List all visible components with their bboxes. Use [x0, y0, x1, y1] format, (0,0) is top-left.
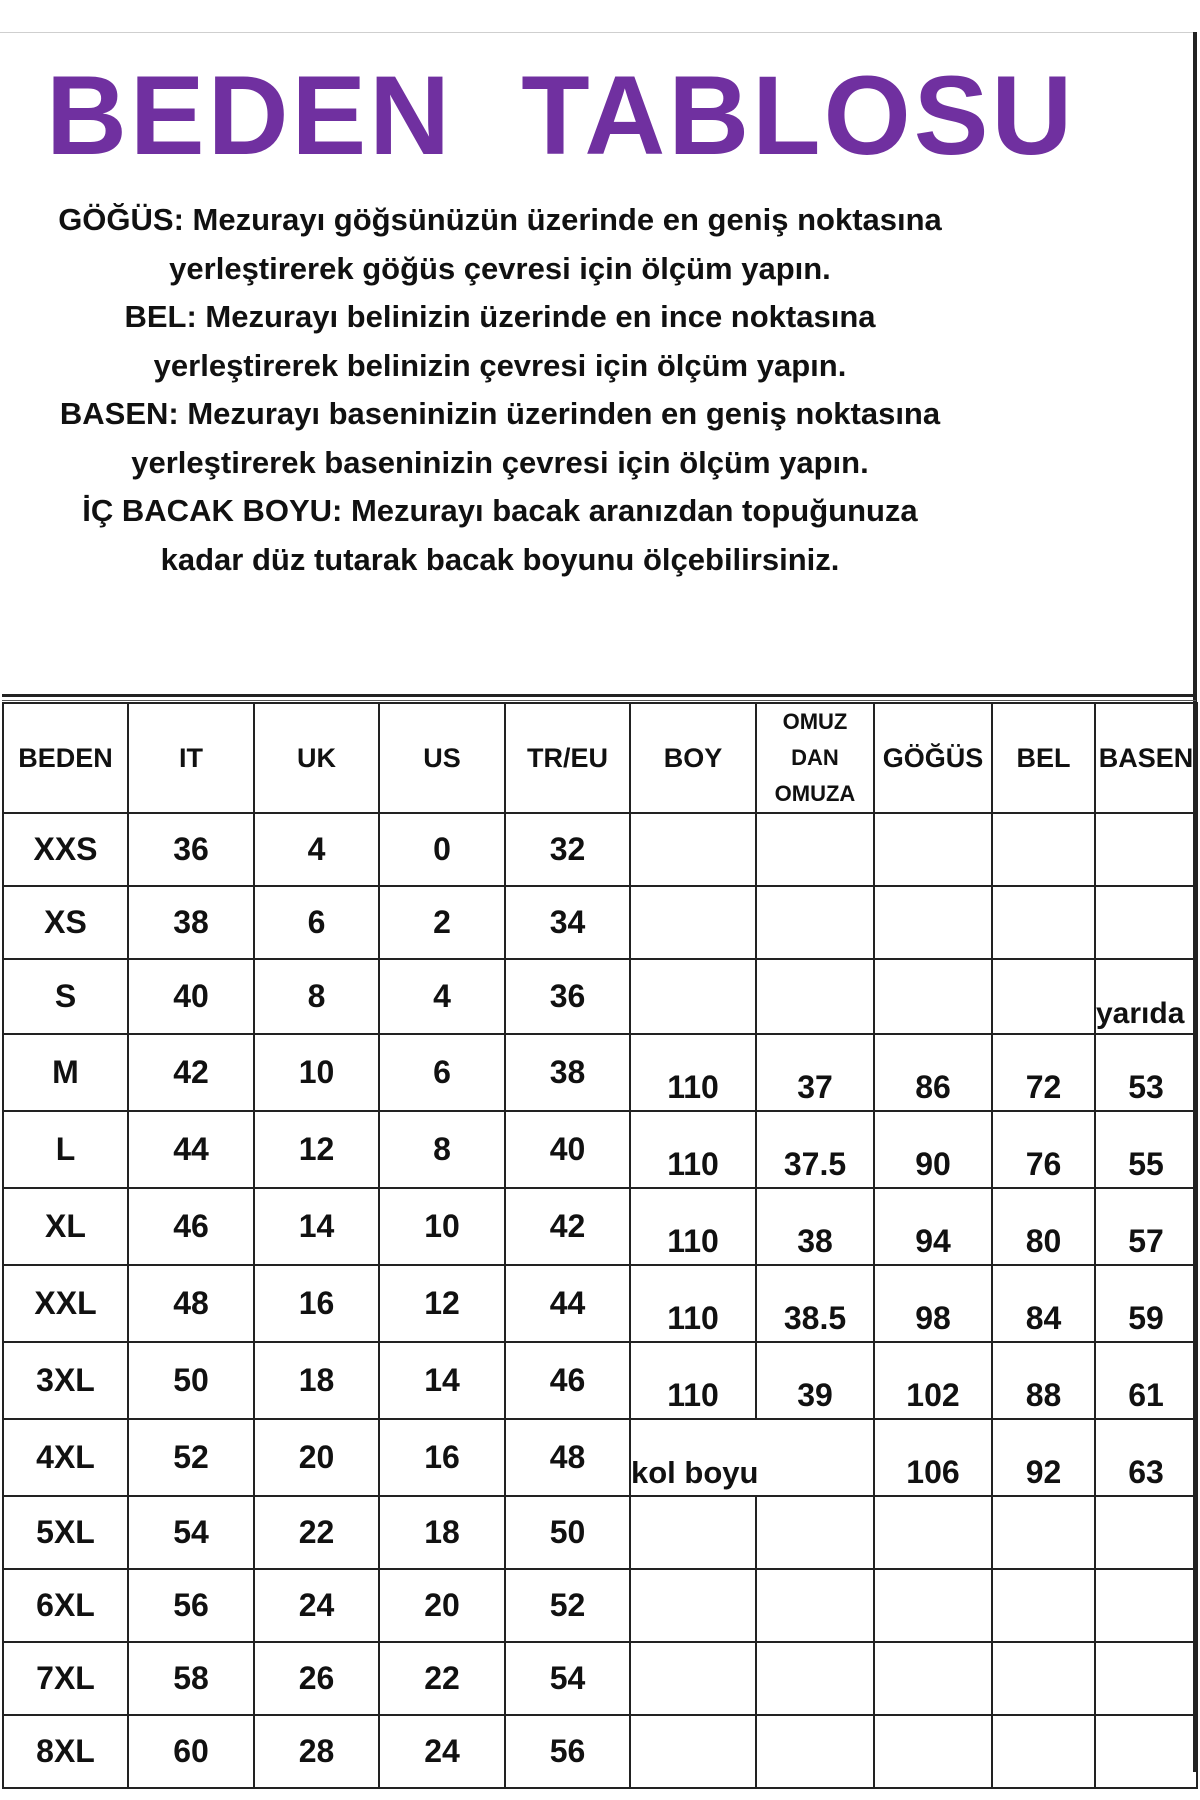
cell-omuz	[756, 813, 874, 886]
cell-boy	[630, 1642, 756, 1715]
size-table-body	[3, 813, 1197, 1788]
cell-beden: 7XL	[3, 1642, 128, 1715]
cell-gogus	[874, 813, 992, 886]
cell-beden: 5XL	[3, 1496, 128, 1569]
cell-basen: yarıda	[1095, 959, 1197, 1034]
cell-treu: 56	[505, 1715, 630, 1788]
cell-it: 52	[128, 1419, 254, 1496]
table-row	[3, 1188, 1197, 1265]
cell-basen: 61	[1095, 1342, 1197, 1419]
cell-boy	[630, 959, 756, 1034]
cell-omuz	[756, 886, 874, 959]
cell-it: 50	[128, 1342, 254, 1419]
table-row	[3, 1642, 1197, 1715]
cell-gogus: 90	[874, 1111, 992, 1188]
header-omuz-dan-omuza	[756, 703, 874, 813]
cell-boy: 110	[630, 1034, 756, 1111]
cell-basen	[1095, 1642, 1197, 1715]
instruction-line: İÇ BACAK BOYU: Mezurayı bacak aranızdan topuğunuza	[82, 493, 918, 528]
cell-us: 24	[379, 1715, 505, 1788]
cell-it: 46	[128, 1188, 254, 1265]
cell-omuz: 39	[756, 1342, 874, 1419]
cell-omuz	[756, 1642, 874, 1715]
cell-us: 14	[379, 1342, 505, 1419]
cell-omuz: 37	[756, 1034, 874, 1111]
instruction-line: kadar düz tutarak bacak boyunu ölçebilirsiniz.	[160, 541, 840, 577]
cell-treu: 44	[505, 1265, 630, 1342]
cell-it: 36	[128, 813, 254, 886]
cell-bel: 84	[992, 1265, 1095, 1342]
cell-uk: 10	[254, 1034, 379, 1111]
cell-us: 6	[379, 1034, 505, 1111]
cell-beden: M	[3, 1034, 128, 1111]
cell-gogus	[874, 959, 992, 1034]
instruction-line: yerleştirerek baseninizin çevresi için ölçüm yapın.	[131, 444, 869, 480]
header-tr-eu: TR/EU	[505, 703, 630, 813]
header-omuz-line: DAN	[791, 745, 839, 770]
cell-basen: 63	[1095, 1419, 1197, 1496]
cell-bel: 80	[992, 1188, 1095, 1265]
cell-boy: 110	[630, 1188, 756, 1265]
cell-bel: 92	[992, 1419, 1095, 1496]
cell-uk: 6	[254, 886, 379, 959]
cell-basen: 55	[1095, 1111, 1197, 1188]
cell-basen	[1095, 1569, 1197, 1642]
instruction-line: BEL: Mezurayı belinizin üzerinde en ince noktasına	[124, 299, 876, 334]
cell-gogus: 102	[874, 1342, 992, 1419]
cell-omuz: 38.5	[756, 1265, 874, 1342]
cell-basen	[1095, 813, 1197, 886]
instruction-line: yerleştirerek göğüs çevresi için ölçüm yapın.	[169, 250, 831, 286]
cell-boy	[630, 1715, 756, 1788]
cell-omuz	[756, 1715, 874, 1788]
cell-it: 54	[128, 1496, 254, 1569]
cell-treu: 54	[505, 1642, 630, 1715]
cell-treu: 42	[505, 1188, 630, 1265]
cell-treu: 52	[505, 1569, 630, 1642]
instruction-line: GÖĞÜS: Mezurayı göğsünüzün üzerinde en geniş noktasına	[58, 202, 942, 237]
header-basen: BASEN	[1095, 703, 1197, 813]
cell-bel	[992, 886, 1095, 959]
header-beden: BEDEN	[3, 703, 128, 813]
cell-it: 38	[128, 886, 254, 959]
cell-uk: 16	[254, 1265, 379, 1342]
cell-us: 10	[379, 1188, 505, 1265]
table-row	[3, 1111, 1197, 1188]
cell-boy	[630, 1569, 756, 1642]
cell-omuz	[756, 959, 874, 1034]
header-it: IT	[128, 703, 254, 813]
cell-uk: 14	[254, 1188, 379, 1265]
cell-bel	[992, 1569, 1095, 1642]
header-boy: BOY	[630, 703, 756, 813]
header-us: US	[379, 703, 505, 813]
cell-uk: 28	[254, 1715, 379, 1788]
cell-boy	[630, 813, 756, 886]
cell-gogus: 94	[874, 1188, 992, 1265]
table-row	[3, 1569, 1197, 1642]
cell-boy	[630, 886, 756, 959]
cell-treu: 32	[505, 813, 630, 886]
cell-it: 40	[128, 959, 254, 1034]
cell-basen: 59	[1095, 1265, 1197, 1342]
cell-bel	[992, 813, 1095, 886]
cell-boy: 110	[630, 1265, 756, 1342]
table-row	[3, 1342, 1197, 1419]
cell-boy: 110	[630, 1342, 756, 1419]
cell-uk: 20	[254, 1419, 379, 1496]
cell-boy: kol boyu	[630, 1419, 874, 1496]
header-uk: UK	[254, 703, 379, 813]
cell-basen	[1095, 886, 1197, 959]
cell-it: 44	[128, 1111, 254, 1188]
instruction-line: yerleştirerek belinizin çevresi için ölçüm yapın.	[153, 347, 847, 383]
table-row	[3, 1034, 1197, 1111]
cell-basen: 57	[1095, 1188, 1197, 1265]
cell-boy	[630, 1496, 756, 1569]
cell-gogus	[874, 886, 992, 959]
section-divider-thin	[2, 700, 1196, 701]
cell-us: 20	[379, 1569, 505, 1642]
cell-omuz: 38	[756, 1188, 874, 1265]
cell-beden: XS	[3, 886, 128, 959]
cell-omuz: 37.5	[756, 1111, 874, 1188]
table-row	[3, 1265, 1197, 1342]
cell-treu: 46	[505, 1342, 630, 1419]
cell-beden: 8XL	[3, 1715, 128, 1788]
cell-beden: S	[3, 959, 128, 1034]
cell-omuz	[756, 1496, 874, 1569]
cell-treu: 38	[505, 1034, 630, 1111]
cell-uk: 8	[254, 959, 379, 1034]
section-divider	[2, 694, 1196, 697]
cell-bel: 88	[992, 1342, 1095, 1419]
table-row	[3, 1419, 1197, 1496]
cell-it: 60	[128, 1715, 254, 1788]
cell-bel: 76	[992, 1111, 1095, 1188]
cell-treu: 34	[505, 886, 630, 959]
cell-gogus	[874, 1642, 992, 1715]
cell-basen	[1095, 1496, 1197, 1569]
cell-bel: 72	[992, 1034, 1095, 1111]
cell-beden: XXL	[3, 1265, 128, 1342]
cell-us: 22	[379, 1642, 505, 1715]
page-title: BEDEN TABLOSU	[46, 53, 1076, 178]
cell-gogus	[874, 1715, 992, 1788]
cell-basen	[1095, 1715, 1197, 1788]
cell-it: 42	[128, 1034, 254, 1111]
cell-bel	[992, 1496, 1095, 1569]
cell-us: 2	[379, 886, 505, 959]
cell-omuz	[756, 1569, 874, 1642]
table-row	[3, 1496, 1197, 1569]
cell-uk: 4	[254, 813, 379, 886]
instruction-line: BASEN: Mezurayı baseninizin üzerinden en geniş noktasına	[59, 396, 941, 431]
table-row	[3, 886, 1197, 959]
cell-it: 56	[128, 1569, 254, 1642]
cell-beden: XL	[3, 1188, 128, 1265]
cell-gogus	[874, 1569, 992, 1642]
cell-uk: 18	[254, 1342, 379, 1419]
cell-us: 18	[379, 1496, 505, 1569]
cell-it: 48	[128, 1265, 254, 1342]
header-gogus: GÖĞÜS	[874, 703, 992, 813]
cell-beden: L	[3, 1111, 128, 1188]
header-omuz-line: OMUZ	[782, 709, 848, 734]
cell-treu: 50	[505, 1496, 630, 1569]
cell-bel	[992, 1715, 1095, 1788]
table-header-row	[3, 703, 1197, 813]
cell-us: 12	[379, 1265, 505, 1342]
cell-us: 4	[379, 959, 505, 1034]
cell-treu: 48	[505, 1419, 630, 1496]
cell-us: 8	[379, 1111, 505, 1188]
cell-beden: 3XL	[3, 1342, 128, 1419]
cell-uk: 26	[254, 1642, 379, 1715]
cell-gogus: 106	[874, 1419, 992, 1496]
cell-beden: XXS	[3, 813, 128, 886]
cell-bel	[992, 1642, 1095, 1715]
cell-us: 0	[379, 813, 505, 886]
cell-uk: 12	[254, 1111, 379, 1188]
cell-it: 58	[128, 1642, 254, 1715]
size-table	[2, 702, 1198, 1789]
table-row	[3, 959, 1197, 1034]
cell-uk: 24	[254, 1569, 379, 1642]
header-bel: BEL	[992, 703, 1095, 813]
cell-boy: 110	[630, 1111, 756, 1188]
cell-gogus: 98	[874, 1265, 992, 1342]
table-row	[3, 813, 1197, 886]
cell-us: 16	[379, 1419, 505, 1496]
cell-bel	[992, 959, 1095, 1034]
measurement-instructions	[0, 196, 1000, 584]
cell-beden: 4XL	[3, 1419, 128, 1496]
cell-gogus: 86	[874, 1034, 992, 1111]
cell-treu: 40	[505, 1111, 630, 1188]
cell-basen: 53	[1095, 1034, 1197, 1111]
cell-uk: 22	[254, 1496, 379, 1569]
table-row	[3, 1715, 1197, 1788]
cell-beden: 6XL	[3, 1569, 128, 1642]
cell-gogus	[874, 1496, 992, 1569]
cell-treu: 36	[505, 959, 630, 1034]
header-omuz-line: OMUZA	[774, 781, 856, 806]
